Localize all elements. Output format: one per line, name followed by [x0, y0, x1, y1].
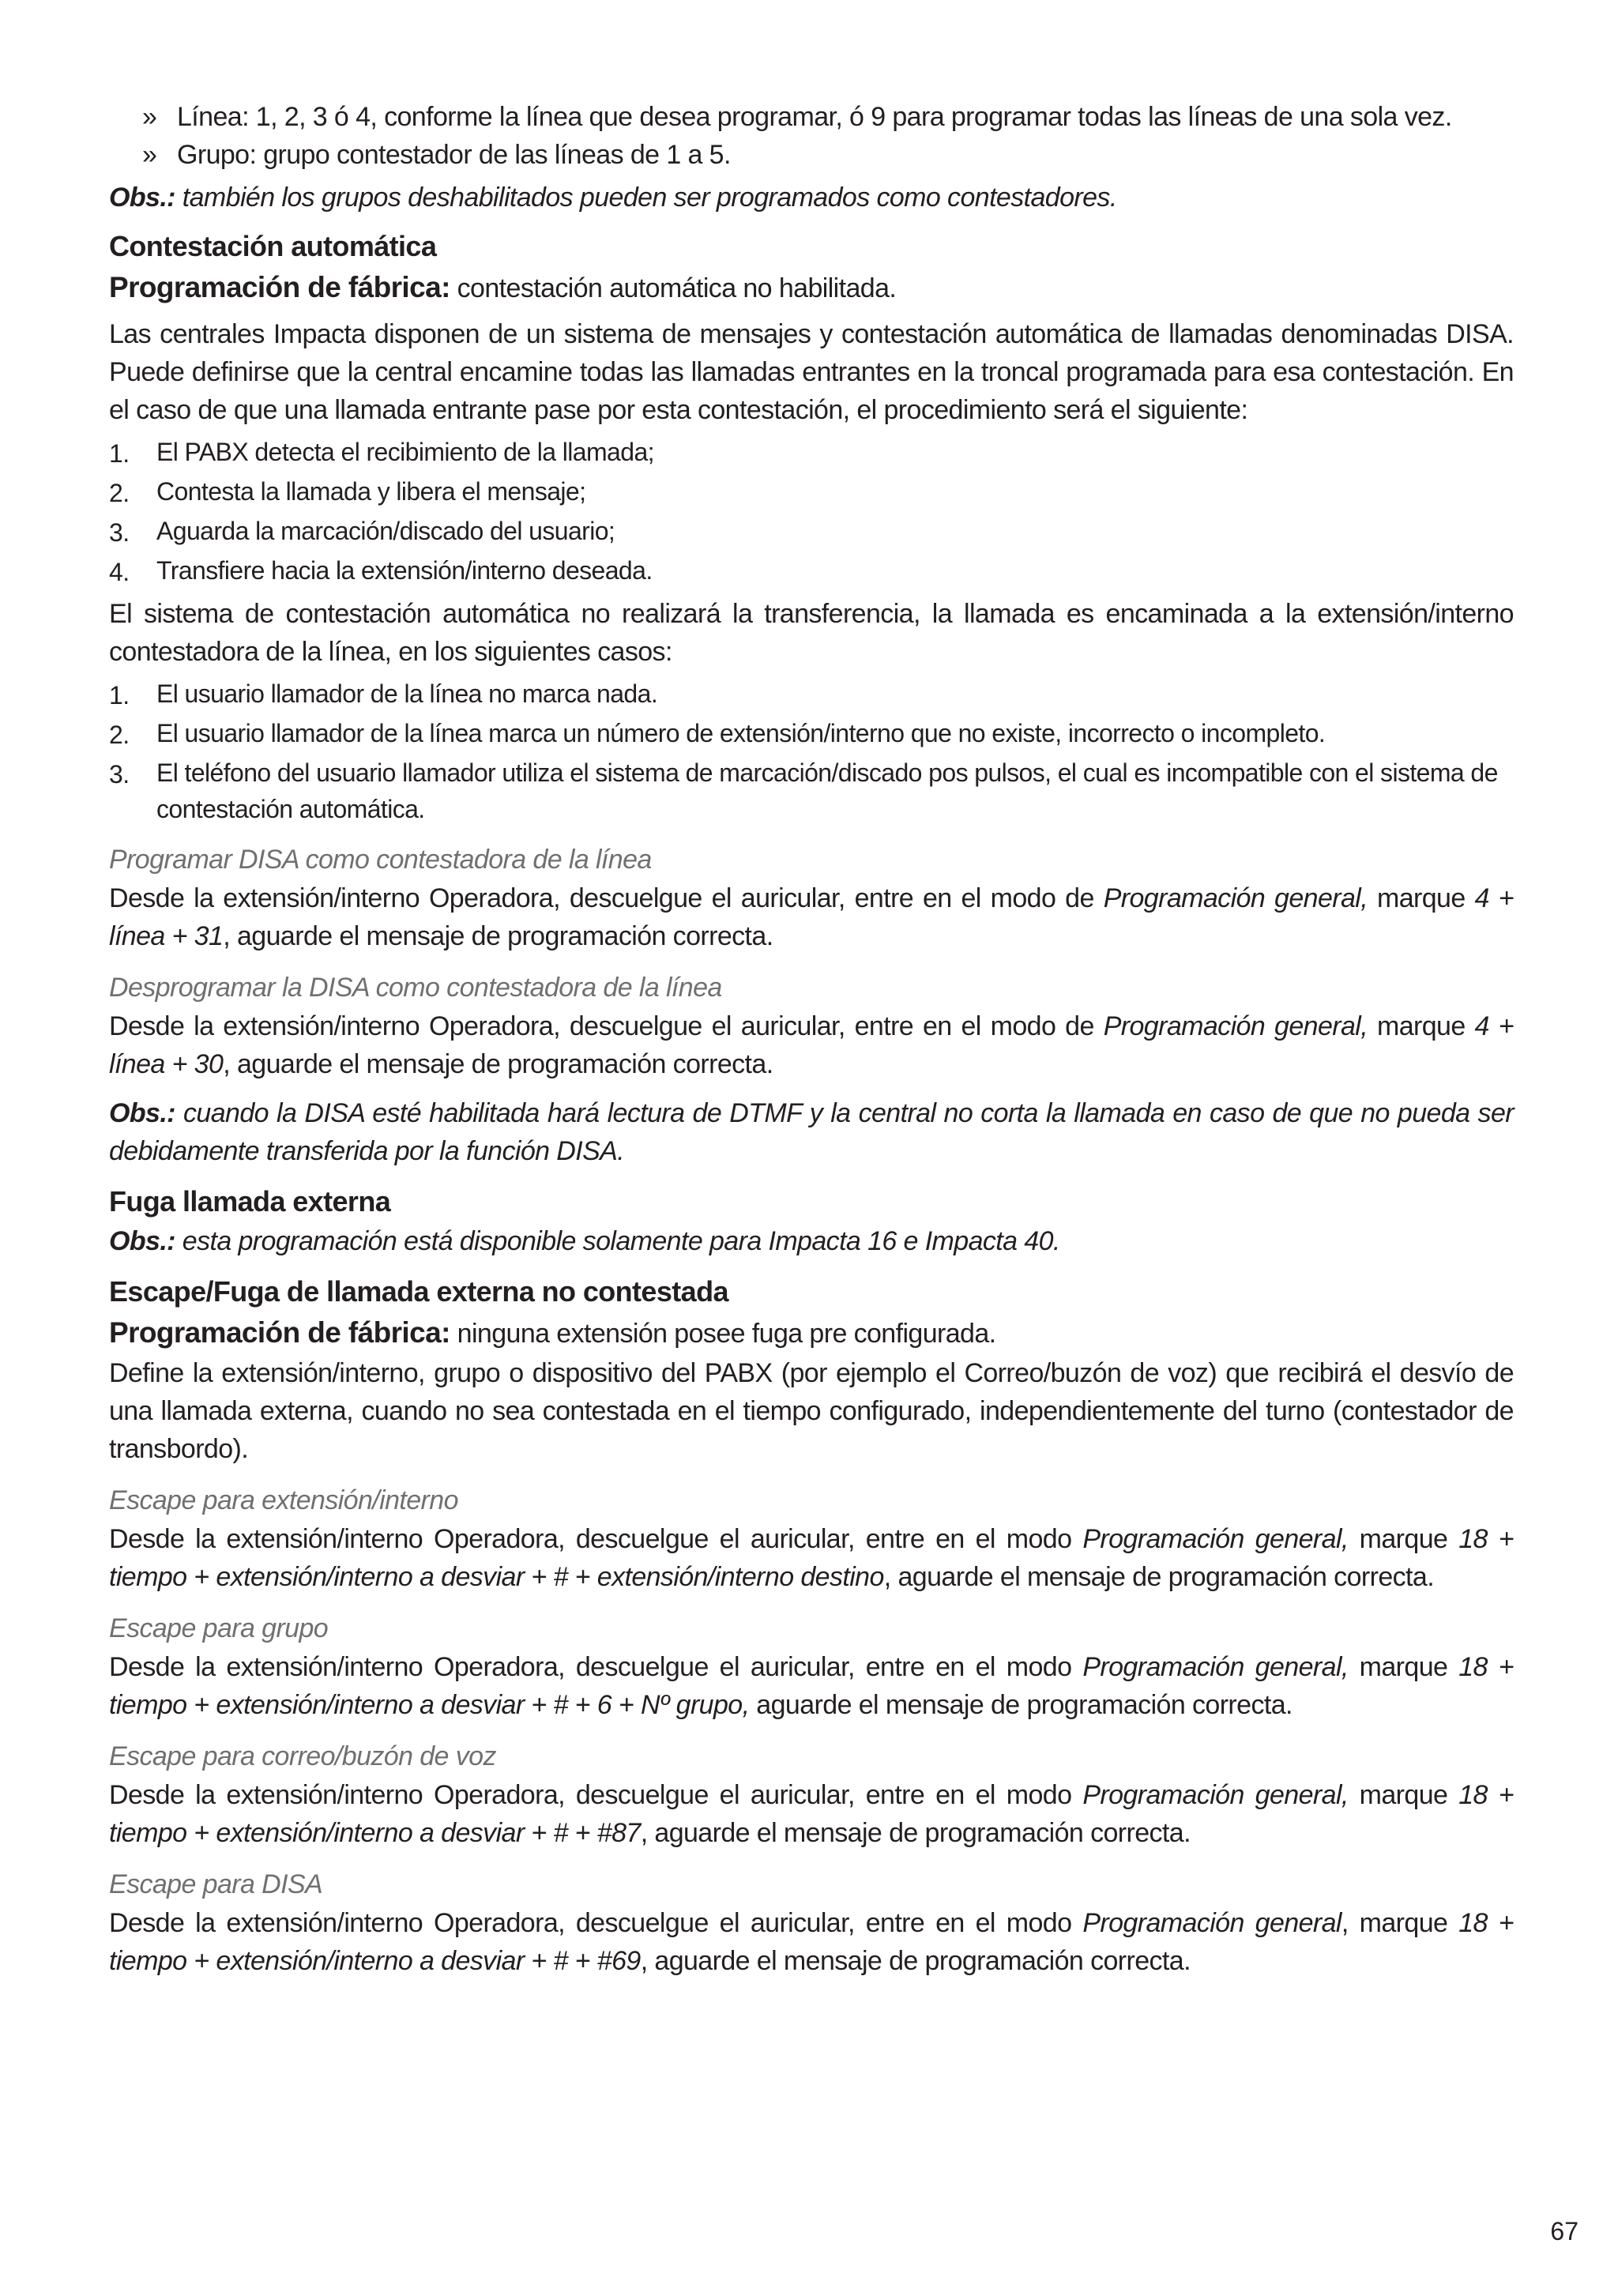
subheading-desprogramar-disa: Desprogramar la DISA como contestadora de la línea	[109, 973, 722, 1003]
list-number: 1.	[109, 439, 130, 468]
page-number: 67	[1550, 2217, 1578, 2245]
list-text: El usuario llamador de la línea marca un número de extensión/interno que no existe, incorrecto o incompleto.	[156, 719, 1326, 747]
bullet-text: Grupo: grupo contestador de las líneas de 1 a 5.	[177, 140, 731, 170]
list-text: Transfiere hacia la extensión/interno deseada.	[156, 556, 653, 585]
dial-code: 4 + línea + 30	[109, 1011, 1514, 1079]
paragraph-escape-intro: Define la extensión/interno, grupo o dispositivo del PABX (por ejemplo el Correo/buzón de voz) que recibirá el desvío de una llamada externa, cuando no sea contestada en el tiempo configurado, independientemente del turno (contestador de transbordo).	[109, 1358, 1514, 1464]
list-text: El PABX detecta el recibimiento de la llamada;	[156, 438, 654, 466]
page-content	[109, 98, 1514, 1980]
factory-value: ninguna extensión posee fuga pre configurada.	[457, 1319, 996, 1349]
subheading-programar-disa: Programar DISA como contestadora de la línea	[109, 845, 652, 875]
instruction-text: , aguarde el mensaje de programación correcta.	[223, 1049, 773, 1079]
factory-setting-auto	[109, 267, 1514, 309]
list-number: 3.	[109, 760, 130, 789]
list-number: 1.	[109, 681, 130, 710]
mode-name: Programación general,	[1103, 1011, 1368, 1041]
instruction-text: , aguarde el mensaje de programación correcta.	[883, 1562, 1435, 1592]
obs-note-groups	[109, 179, 1514, 216]
factory-label: Programación de fábrica:	[109, 1316, 450, 1349]
list-number: 3.	[109, 518, 130, 547]
list-item	[109, 676, 1514, 715]
paragraph-escape-disa	[109, 1904, 1514, 1980]
subheading-escape-extension: Escape para extensión/interno	[109, 1485, 458, 1515]
dial-code: 18 + tiempo + extensión/interno a desviar + # + #69	[109, 1908, 1514, 1976]
factory-setting-escape	[109, 1312, 1514, 1354]
obs-text: cuando la DISA esté habilitada hará lectura de DTMF y la central no corta la llamada en caso de que no pueda ser debidamente transferida por la función DISA.	[109, 1098, 1514, 1166]
paragraph-desprogramar-disa	[109, 1007, 1514, 1083]
obs-text: también los grupos deshabilitados pueden ser programados como contestadores.	[182, 183, 1117, 213]
subheading-escape-correo: Escape para correo/buzón de voz	[109, 1741, 496, 1771]
paragraph-no-transfer: El sistema de contestación automática no realizará la transferencia, la llamada es encaminada a la extensión/interno contestadora de la línea, en los siguientes casos:	[109, 599, 1514, 667]
obs-note-disa	[109, 1094, 1514, 1170]
instruction-text: marque	[1348, 1524, 1459, 1554]
heading-escape-fuga: Escape/Fuga de llamada externa no contestada	[109, 1275, 728, 1308]
obs-label: Obs.:	[109, 1098, 175, 1128]
instruction-text: marque	[1368, 883, 1475, 913]
dial-code: 18 + tiempo + extensión/interno a desviar + # + 6 + Nº grupo,	[109, 1652, 1515, 1720]
list-number: 2.	[109, 479, 130, 507]
paragraph-programar-disa	[109, 879, 1514, 955]
list-text: Contesta la llamada y libera el mensaje;	[156, 477, 586, 506]
instruction-text: , aguarde el mensaje de programación correcta.	[223, 921, 773, 951]
factory-value: contestación automática no habilitada.	[457, 273, 897, 303]
instruction-text: , aguarde el mensaje de programación correcta.	[640, 1818, 1191, 1848]
bullet-item-linea	[109, 98, 1514, 136]
mode-name: Programación general,	[1082, 1652, 1349, 1682]
factory-label: Programación de fábrica:	[109, 271, 450, 303]
list-item	[109, 434, 1514, 473]
list-text: El teléfono del usuario llamador utiliza el sistema de marcación/discado pos pulsos, el cual es incompatible con el sistema de contestación automática.	[156, 758, 1498, 823]
list-item	[109, 715, 1514, 755]
instruction-text: marque	[1348, 1780, 1459, 1810]
instruction-text: marque	[1368, 1011, 1475, 1041]
subheading-escape-disa: Escape para DISA	[109, 1869, 323, 1899]
list-item	[109, 552, 1514, 592]
list-text: El usuario llamador de la línea no marca nada.	[156, 679, 658, 708]
paragraph-escape-correo	[109, 1776, 1514, 1852]
list-number: 2.	[109, 721, 130, 749]
bullet-marker: »	[142, 140, 157, 170]
dial-code: 18 + tiempo + extensión/interno a desviar + # + #87	[109, 1780, 1515, 1848]
mode-name: Programación general,	[1082, 1524, 1349, 1554]
list-item	[109, 473, 1514, 513]
list-number: 4.	[109, 558, 130, 586]
bullet-marker: »	[142, 102, 157, 132]
paragraph-escape-grupo	[109, 1648, 1514, 1724]
paragraph-escape-extension	[109, 1520, 1514, 1596]
list-item	[109, 755, 1514, 827]
subheading-escape-grupo: Escape para grupo	[109, 1613, 329, 1643]
instruction-text: Desde la extensión/interno Operadora, descuelgue el auricular, entre en el modo	[109, 1524, 1083, 1554]
instruction-text: aguarde el mensaje de programación correcta.	[749, 1690, 1293, 1720]
mode-name: Programación general,	[1103, 883, 1368, 913]
list-text: Aguarda la marcación/discado del usuario;	[156, 517, 615, 545]
obs-text: esta programación está disponible solamente para Impacta 16 e Impacta 40.	[182, 1226, 1060, 1256]
bullet-text: Línea: 1, 2, 3 ó 4, conforme la línea que desea programar, ó 9 para programar todas las líneas de una sola vez.	[177, 102, 1452, 132]
mode-name: Programación general	[1082, 1908, 1341, 1938]
instruction-text: Desde la extensión/interno Operadora, descuelgue el auricular, entre en el modo	[109, 1780, 1083, 1810]
instruction-text: , marque	[1341, 1908, 1459, 1938]
instruction-text: Desde la extensión/interno Operadora, descuelgue el auricular, entre en el modo de	[109, 1011, 1104, 1041]
dial-code: 4 + línea + 31	[109, 883, 1514, 951]
obs-label: Obs.:	[109, 1226, 175, 1256]
dial-code: 18 + tiempo + extensión/interno a desviar + # + extensión/interno destino	[109, 1524, 1515, 1592]
heading-fuga-llamada-externa: Fuga llamada externa	[109, 1185, 391, 1218]
heading-contestacion-automatica: Contestación automática	[109, 230, 437, 262]
paragraph-auto-intro: Las centrales Impacta disponen de un sistema de mensajes y contestación automática de llamadas denominadas DISA. Puede definirse que la central encamine todas las llamadas entrantes en la troncal programada para esa contestación. En el caso de que una llamada entrante pase por esta contestación, el procedimiento será el siguiente:	[109, 319, 1514, 425]
list-item	[109, 513, 1514, 552]
instruction-text: Desde la extensión/interno Operadora, descuelgue el auricular, entre en el modo	[109, 1908, 1083, 1938]
instruction-text: Desde la extensión/interno Operadora, descuelgue el auricular, entre en el modo de	[109, 883, 1104, 913]
instruction-text: Desde la extensión/interno Operadora, descuelgue el auricular, entre en el modo	[109, 1652, 1083, 1682]
obs-note-fuga	[109, 1222, 1514, 1260]
mode-name: Programación general,	[1082, 1780, 1349, 1810]
list-procedure-steps	[109, 434, 1514, 592]
obs-label: Obs.:	[109, 183, 175, 213]
list-no-transfer-cases	[109, 676, 1514, 827]
instruction-text: marque	[1348, 1652, 1459, 1682]
bullet-item-grupo	[109, 136, 1514, 174]
instruction-text: , aguarde el mensaje de programación correcta.	[640, 1946, 1191, 1976]
